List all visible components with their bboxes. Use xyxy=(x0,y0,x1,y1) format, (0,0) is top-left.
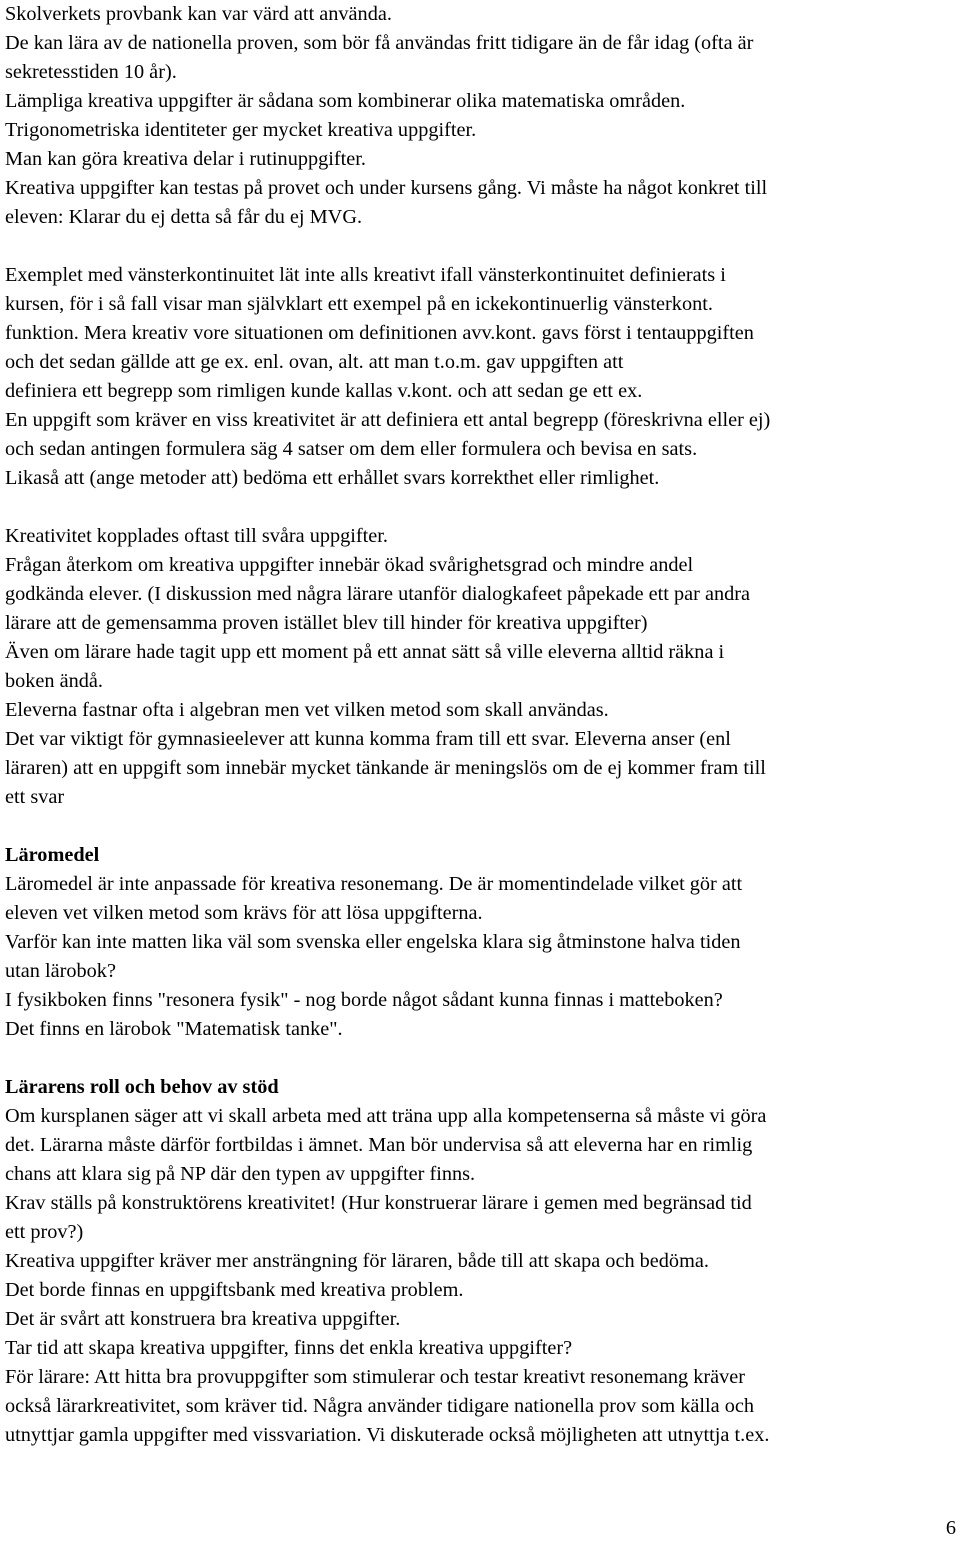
section-laromedel xyxy=(5,841,957,1044)
section-heading: Läromedel xyxy=(5,844,100,866)
text-line: Läromedel är inte anpassade för kreativa resonemang. De är momentindelade vilket gör att xyxy=(5,873,743,895)
text-line: eleven vet vilken metod som krävs för att lösa uppgifterna. xyxy=(5,902,483,924)
text-line: Det är svårt att konstruera bra kreativa uppgifter. xyxy=(5,1308,401,1330)
paragraph-kreativitet xyxy=(5,522,957,812)
text-line: det. Lärarna måste därför fortbildas i ämnet. Man bör undervisa så att eleverna har en rimlig xyxy=(5,1134,753,1156)
text-line: Det borde finnas en uppgiftsbank med kreativa problem. xyxy=(5,1279,464,1301)
text-line: ett svar xyxy=(5,786,65,808)
text-line: sekretesstiden 10 år). xyxy=(5,61,177,83)
page-number: 6 xyxy=(945,1517,956,1539)
text-line: läraren) att en uppgift som innebär mycket tänkande är meningslös om de ej kommer fram till xyxy=(5,757,766,779)
paragraph-gap xyxy=(5,232,957,261)
text-line: godkända elever. (I diskussion med några lärare utanför dialogkafeet påpekade ett par andra xyxy=(5,583,751,605)
text-line: Man kan göra kreativa delar i rutinuppgifter. xyxy=(5,148,366,170)
text-line: funktion. Mera kreativ vore situationen om definitionen avv.kont. gavs först i tentauppgiften xyxy=(5,322,754,344)
text-line: Lämpliga kreativa uppgifter är sådana som kombinerar olika matematiska områden. xyxy=(5,90,686,112)
text-line: I fysikboken finns "resonera fysik" - nog borde något sådant kunna finnas i matteboken? xyxy=(5,989,723,1011)
text-line: Även om lärare hade tagit upp ett moment på ett annat sätt så ville eleverna alltid räkna i xyxy=(5,641,725,663)
text-line: Exemplet med vänsterkontinuitet lät inte alls kreativt ifall vänsterkontinuitet definierats i xyxy=(5,264,726,286)
text-line: Skolverkets provbank kan var värd att använda. xyxy=(5,3,392,25)
text-line: Eleverna fastnar ofta i algebran men vet vilken metod som skall användas. xyxy=(5,699,609,721)
text-line: Varför kan inte matten lika väl som svenska eller engelska klara sig åtminstone halva tiden xyxy=(5,931,741,953)
text-line: Kreativa uppgifter kan testas på provet och under kursens gång. Vi måste ha något konkret till xyxy=(5,177,768,199)
text-line: chans att klara sig på NP där den typen av uppgifter finns. xyxy=(5,1163,476,1185)
paragraph-gap xyxy=(5,493,957,522)
text-line: Tar tid att skapa kreativa uppgifter, finns det enkla kreativa uppgifter? xyxy=(5,1337,573,1359)
text-line: lärare att de gemensamma proven istället blev till hinder för kreativa uppgifter) xyxy=(5,612,648,634)
text-line: utnyttjar gamla uppgifter med vissvariation. Vi diskuterade också möjligheten att utnyttja t.ex. xyxy=(5,1424,770,1446)
text-line: Det finns en lärobok "Matematisk tanke". xyxy=(5,1018,343,1040)
text-line: En uppgift som kräver en viss kreativitet är att definiera ett antal begrepp (föreskrivna eller ej) xyxy=(5,409,771,431)
text-line: Om kursplanen säger att vi skall arbeta med att träna upp alla kompetenserna så måste vi göra xyxy=(5,1105,767,1127)
section-heading: Lärarens roll och behov av stöd xyxy=(5,1076,279,1098)
text-line: kursen, för i så fall visar man självklart ett exempel på en ickekontinuerlig vänsterkont. xyxy=(5,293,713,315)
text-line: och sedan antingen formulera säg 4 satser om dem eller formulera och bevisa en sats. xyxy=(5,438,698,460)
text-line: Frågan återkom om kreativa uppgifter innebär ökad svårighetsgrad och mindre andel xyxy=(5,554,694,576)
text-line: Trigonometriska identiteter ger mycket kreativa uppgifter. xyxy=(5,119,477,141)
text-line: eleven: Klarar du ej detta så får du ej MVG. xyxy=(5,206,363,228)
text-line: och det sedan gällde att ge ex. enl. ovan, alt. att man t.o.m. gav uppgiften att xyxy=(5,351,624,373)
text-line: Kreativa uppgifter kräver mer ansträngning för läraren, både till att skapa och bedöma. xyxy=(5,1250,709,1272)
paragraph-gap xyxy=(5,812,957,841)
text-line: Likaså att (ange metoder att) bedöma ett erhållet svars korrekthet eller rimlighet. xyxy=(5,467,660,489)
text-line: definiera ett begrepp som rimligen kunde kallas v.kont. och att sedan ge ett ex. xyxy=(5,380,643,402)
text-line: ett prov?) xyxy=(5,1221,84,1243)
text-line: Krav ställs på konstruktörens kreativitet! (Hur konstruerar lärare i gemen med begränsad tid xyxy=(5,1192,752,1214)
paragraph-gap xyxy=(5,1044,957,1073)
document-page xyxy=(5,0,957,1450)
paragraph-provbank xyxy=(5,0,957,232)
text-line: utan lärobok? xyxy=(5,960,116,982)
text-line: För lärare: Att hitta bra provuppgifter som stimulerar och testar kreativt resonemang kräver xyxy=(5,1366,746,1388)
text-line: De kan lära av de nationella proven, som bör få användas fritt tidigare än de får idag (ofta är xyxy=(5,32,754,54)
section-lararens-roll xyxy=(5,1073,957,1450)
text-line: också lärarkreativitet, som kräver tid. Några använder tidigare nationella prov som källa och xyxy=(5,1395,754,1417)
text-line: boken ändå. xyxy=(5,670,103,692)
text-line: Det var viktigt för gymnasieelever att kunna komma fram till ett svar. Eleverna anser (enl xyxy=(5,728,731,750)
paragraph-vansterkontinuitet xyxy=(5,261,957,493)
text-line: Kreativitet kopplades oftast till svåra uppgifter. xyxy=(5,525,388,547)
